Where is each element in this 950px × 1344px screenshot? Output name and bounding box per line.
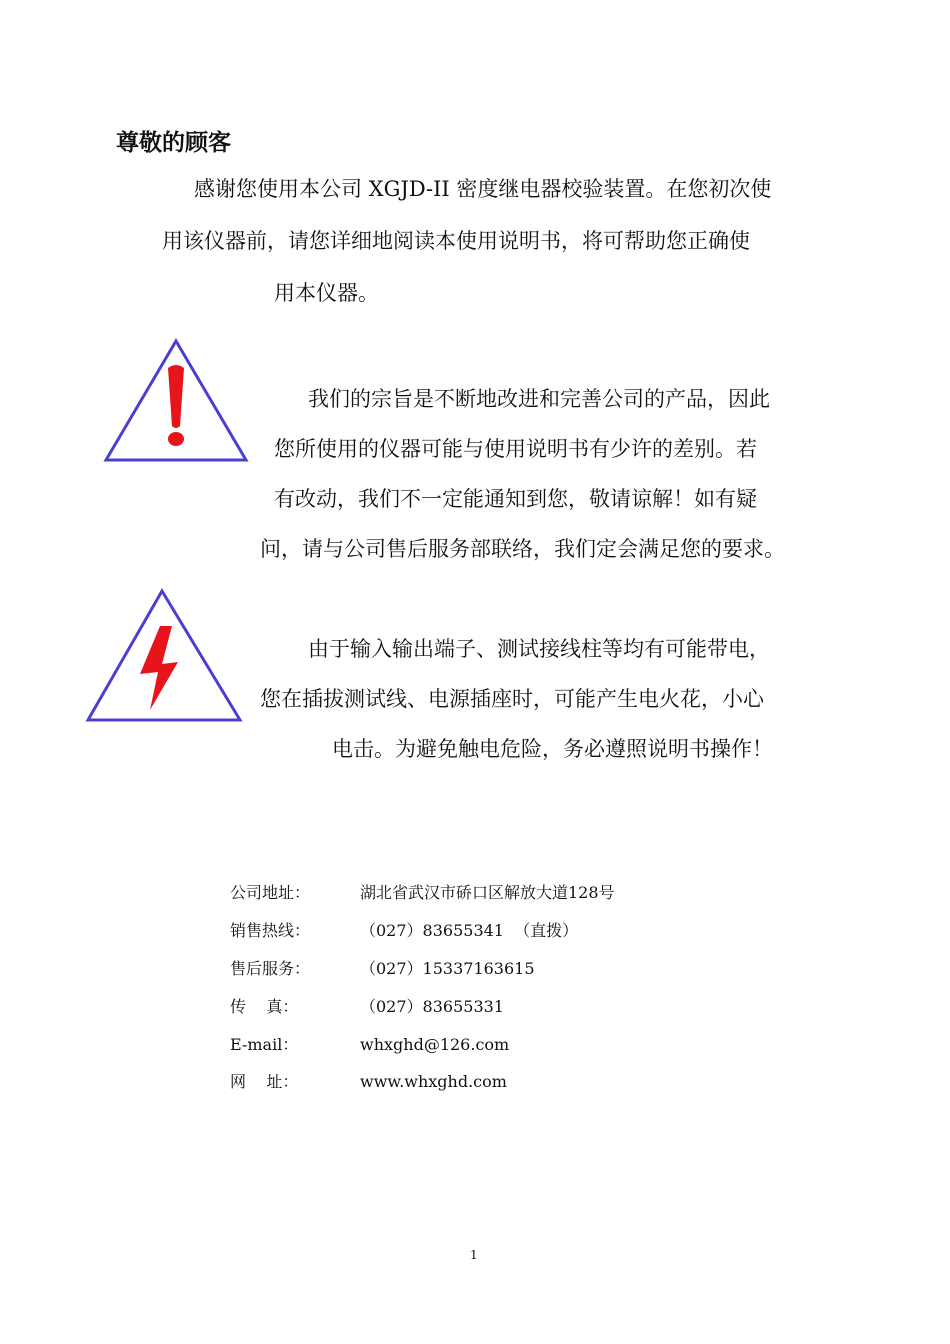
greeting-line-3: 用本仪器。 (274, 281, 379, 305)
after-sales-label: 售后服务： (230, 959, 311, 978)
address-label: 公司地址： (230, 883, 311, 902)
address-value: 湖北省武汉市硚口区解放大道128号 (360, 883, 615, 902)
fax-value: （027）83655331 (360, 997, 504, 1016)
website-label: 网 址： (230, 1072, 299, 1091)
notice-line-2: 您所使用的仪器可能与使用说明书有少许的差别。若 (274, 437, 757, 461)
website-value[interactable]: www.whxghd.com (360, 1072, 507, 1091)
exclamation-warning-icon (102, 338, 250, 464)
notice-line-3: 有改动，我们不一定能通知到您，敬请谅解！如有疑 (274, 487, 757, 511)
greeting-line-1: 感谢您使用本公司 XGJD-II 密度继电器校验装置。在您初次使 (194, 177, 772, 201)
greeting-title: 尊敬的顾客 (116, 130, 231, 156)
sales-hotline-label: 销售热线： (230, 921, 311, 940)
greeting-line-2: 用该仪器前，请您详细地阅读本使用说明书，将可帮助您正确使 (162, 229, 750, 253)
email-label: E-mail： (230, 1035, 299, 1054)
sales-hotline-value: （027）83655341 （直拨） (360, 921, 579, 940)
electric-warning-line-1: 由于输入输出端子、测试接线柱等均有可能带电， (308, 637, 770, 661)
page-number: 1 (470, 1248, 478, 1262)
after-sales-value: （027）15337163615 (360, 959, 535, 978)
high-voltage-icon (84, 588, 244, 724)
electric-warning-line-2: 您在插拔测试线、电源插座时，可能产生电火花，小心 (260, 687, 764, 711)
email-value[interactable]: whxghd@126.com (360, 1035, 510, 1054)
notice-line-1: 我们的宗旨是不断地改进和完善公司的产品，因此 (308, 387, 770, 411)
notice-line-4: 问，请与公司售后服务部联络，我们定会满足您的要求。 (260, 537, 785, 561)
electric-warning-line-3: 电击。为避免触电危险，务必遵照说明书操作！ (332, 737, 773, 761)
fax-label: 传 真： (230, 997, 299, 1016)
